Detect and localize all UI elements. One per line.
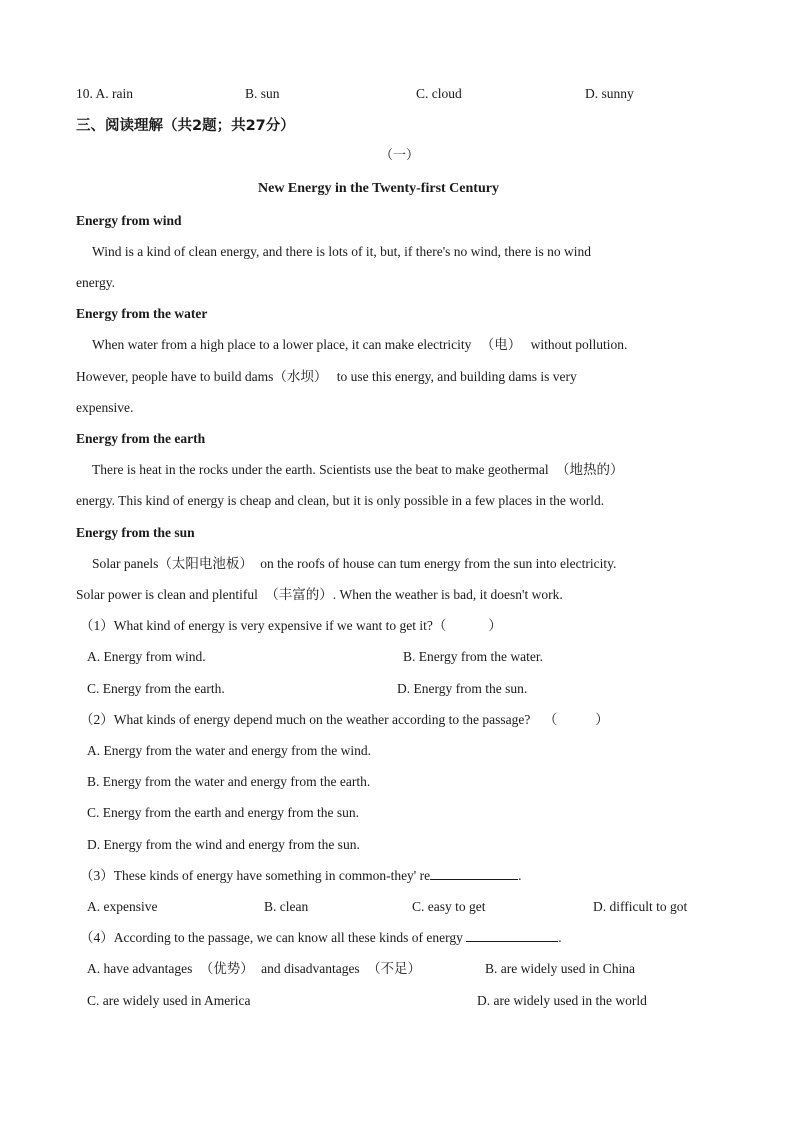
passage-title: New Energy in the Twenty-first Century [258,181,499,196]
sun-line1-chinese: （太阳电池板） [158,556,253,572]
earth-paragraph-line-2: energy. This kind of energy is cheap and clean, but it is only possible in a few places in the world. [76,493,605,508]
q2-option-c: C. Energy from the earth and energy from the sun. [87,805,360,820]
sun-paragraph-line-2 [76,586,563,604]
earth-paragraph-line-1 [92,461,623,479]
q1-stem-text: （1）What kind of energy is very expensive if we want to get it?（ [80,618,447,633]
question-3-stem [80,867,521,885]
q3-answer-blank[interactable] [430,867,518,880]
water-line1-text-b: without pollution. [530,337,628,352]
q4-option-c: C. are widely used in America [87,993,251,1008]
water-line2-text-a: However, people have to build dams [76,369,274,384]
q1-option-b: B. Energy from the water. [403,649,543,664]
q1-option-a: A. Energy from wind. [87,649,206,664]
q3-option-c: C. easy to get [412,899,486,914]
question-4-stem [80,929,562,947]
water-line1-text-a: When water from a high place to a lower place, it can make electricity [92,337,472,352]
q4-stem-text: （4）According to the passage, we can know all these kinds of energy [80,930,463,945]
q10-option-c: C. cloud [416,86,462,101]
heading-energy-water: Energy from the water [76,306,208,321]
q4-option-a [87,960,421,978]
q4-end-period: . [558,930,562,945]
water-paragraph-line-2 [76,368,577,386]
water-line2-text-b: to use this energy, and building dams is very [336,369,577,384]
sun-line1-text-a: Solar panels [92,556,159,571]
section-heading: 三、阅读理解（共2题；共27分） [76,118,295,134]
q1-close-paren: ） [488,618,502,633]
q1-option-c: C. Energy from the earth. [87,681,225,696]
q10-option-d: D. sunny [585,86,634,101]
q4-option-d: D. are widely used in the world [477,993,647,1008]
q1-option-d: D. Energy from the sun. [397,681,528,696]
wind-paragraph-line-1: Wind is a kind of clean energy, and there is lots of it, but, if there's no wind, there is no wind [92,244,592,259]
q3-stem-text: （3）These kinds of energy have something in common-they' re [80,868,431,883]
q4-option-a-text-2: and disadvantages [261,961,360,976]
passage-number: （一） [380,148,420,163]
sun-paragraph-line-1 [92,555,616,573]
q2-stem-text: （2）What kinds of energy depend much on the weather according to the passage? [80,712,531,727]
sun-line2-text-b: . When the weather is bad, it doesn't work. [332,587,563,602]
earth-line1-chinese: （地热的） [555,462,624,478]
q4-option-a-chinese-1: （优势） [199,961,254,977]
q2-close-paren: ） [595,712,609,727]
q2-open-paren: （ [543,712,558,727]
q4-option-a-chinese-2: （不足） [367,961,422,977]
q3-end-period: . [518,868,522,883]
water-paragraph-line-3: expensive. [76,400,134,415]
heading-energy-earth: Energy from the earth [76,431,206,446]
q3-option-d: D. difficult to got [593,899,688,914]
question-2-stem [80,711,609,729]
q4-answer-blank[interactable] [466,929,558,942]
q4-option-b: B. are widely used in China [485,961,635,976]
q3-option-a: A. expensive [87,899,158,914]
wind-paragraph-line-2: energy. [76,275,115,290]
sun-line1-text-b: on the roofs of house can tum energy from the sun into electricity. [260,556,617,571]
sun-line2-chinese: （丰富的） [265,587,333,603]
q10-option-a: 10. A. rain [76,86,133,101]
water-paragraph-line-1 [92,336,627,354]
sun-line2-text-a: Solar power is clean and plentiful [76,587,258,602]
water-line2-chinese: （水坝） [273,369,328,385]
q3-option-b: B. clean [264,899,309,914]
earth-line1-text-a: There is heat in the rocks under the earth. Scientists use the beat to make geothermal [92,462,549,477]
water-line1-chinese: （电） [480,337,522,353]
q4-option-a-text-1: A. have advantages [87,961,193,976]
heading-energy-wind: Energy from wind [76,213,182,228]
heading-energy-sun: Energy from the sun [76,525,195,540]
question-1-stem [80,617,502,635]
q2-option-a: A. Energy from the water and energy from the wind. [87,743,372,758]
q2-option-b: B. Energy from the water and energy from the earth. [87,774,371,789]
q10-option-b: B. sun [245,86,280,101]
q2-option-d: D. Energy from the wind and energy from the sun. [87,837,360,852]
